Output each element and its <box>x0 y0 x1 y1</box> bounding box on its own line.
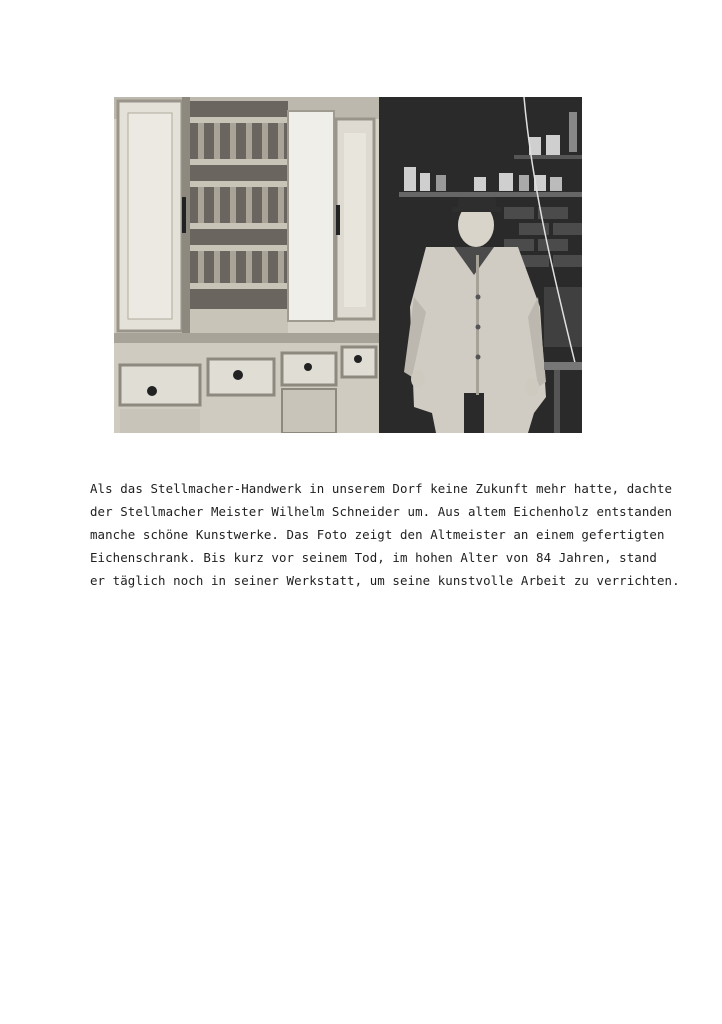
photo-craftsman-cabinet <box>114 97 582 433</box>
caption-line: er täglich noch in seiner Werkstatt, um seine kunstvolle Arbeit zu verrichten. <box>90 573 680 588</box>
caption-line: Als das Stellmacher-Handwerk in unserem Dorf keine Zukunft mehr hatte, dachte <box>90 481 673 496</box>
caption-line: der Stellmacher Meister Wilhelm Schneider um. Aus altem Eichenholz entstanden <box>90 504 673 519</box>
caption-line: manche schöne Kunstwerke. Das Foto zeigt den Altmeister an einem gefertigten <box>90 527 665 542</box>
photo-caption <box>90 477 680 592</box>
caption-line: Eichenschrank. Bis kurz vor seinem Tod, im hohen Alter von 84 Jahren, stand <box>90 550 657 565</box>
photo-illustration <box>114 97 582 433</box>
